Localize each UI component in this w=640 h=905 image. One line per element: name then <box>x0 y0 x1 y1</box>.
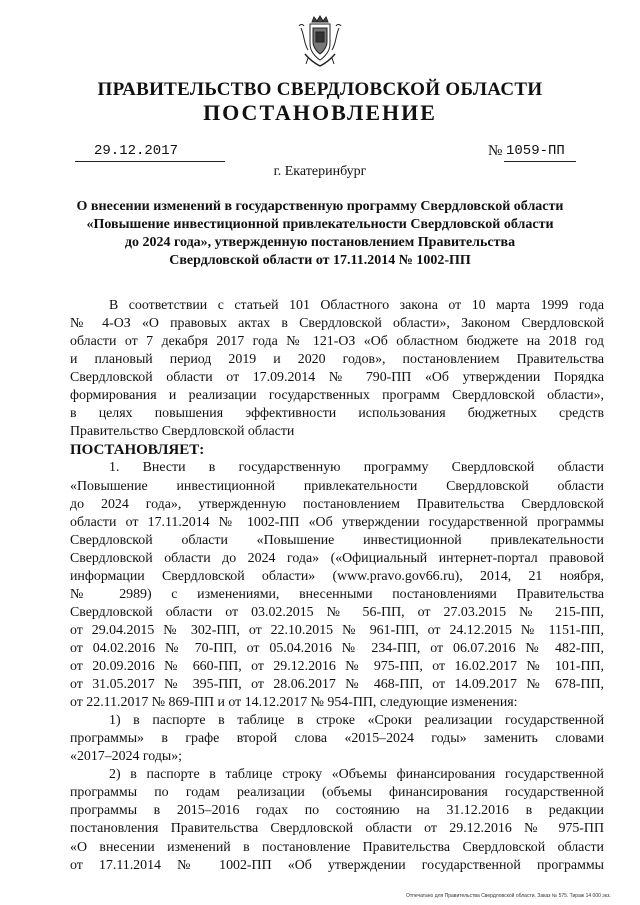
body-line: Правительство Свердловской области <box>70 424 295 440</box>
print-footer-note: Отпечатано для Правительства Свердловской области. Заказ № 575. Тираж 14 000 экз. <box>406 893 611 899</box>
body-line: до 2024 года», утвержденную постановлением Правительства Свердловской <box>70 496 604 512</box>
document-type: ПОСТАНОВЛЕНИЕ <box>203 100 437 125</box>
subject-line: до 2024 года», утвержденную постановлением Правительства <box>124 235 516 250</box>
subject-line: Свердловской области от 17.11.2014 № 1002-ПП <box>169 253 471 268</box>
body-line: формирования и реализации государственных программ Свердловской области», <box>70 388 604 404</box>
body-line: «О внесении изменений в постановление Правительства Свердловской области <box>70 839 604 855</box>
body-line: Свердловской области от 03.02.2015 № 56-ПП, от 27.03.2015 № 215-ПП, <box>70 604 604 620</box>
body-line: от 29.04.2015 № 302-ПП, от 22.10.2015 № 961-ПП, от 24.12.2015 № 1151-ПП, <box>70 622 604 638</box>
body-line: Свердловской области «Повышение инвестиционной привлекательности <box>70 532 604 548</box>
body-line: В соответствии с статьей 101 Областного закона от 10 марта 1999 года <box>109 298 604 313</box>
body-line: области от 17.11.2014 № 1002-ПП «Об утверждении государственной программы <box>70 514 604 530</box>
body-line: постановления Правительства Свердловской области от 29.12.2016 № 975-ПП <box>70 821 604 837</box>
body-line: № 2989) с изменениями, внесенными постановлениями Правительства <box>70 586 604 602</box>
body-line: Свердловской области от 17.09.2014 № 790-ПП «Об утверждении Порядка <box>70 370 604 386</box>
body-line: области от 7 декабря 2017 года № 121-ОЗ «Об областном бюджете на 2018 год <box>70 334 604 350</box>
number-label: № <box>488 143 503 159</box>
resolution-keyword: ПОСТАНОВЛЯЕТ: <box>70 442 205 459</box>
date-underline <box>75 161 225 162</box>
document-subject <box>60 198 580 270</box>
body-line: от 04.02.2016 № 70-ПП, от 05.04.2016 № 234-ПП, от 06.07.2016 № 482-ПП, <box>70 640 604 656</box>
subject-line: «Повышение инвестиционной привлекательности Свердловской области <box>86 217 554 232</box>
document-city: г. Екатеринбург <box>273 164 367 179</box>
body-line: и плановый период 2019 и 2020 годов», постановлением Правительства <box>70 352 604 368</box>
body-line: программы» в графе второй слова «2015–2024 годы» заменить словами <box>70 731 604 747</box>
body-line: программы в 2015–2016 годах по состоянию на 31.12.2016 в редакции <box>70 803 604 819</box>
body-line: от 31.05.2017 № 395-ПП, от 28.06.2017 № 468-ПП, от 14.09.2017 № 678-ПП, <box>70 677 604 693</box>
document-date: 29.12.2017 <box>94 143 179 159</box>
body-line: в целях повышения эффективности использования бюджетных средств <box>70 406 604 422</box>
body-line: от 20.09.2016 № 660-ПП, от 29.12.2016 № 975-ПП, от 16.02.2017 № 101-ПП, <box>70 659 604 674</box>
body-line: 1) в паспорте в таблице в строке «Сроки реализации государственной <box>109 713 604 729</box>
body-line: Свердловской области до 2024 года» («Официальный интернет-портал правовой <box>70 550 604 566</box>
body-line: «2017–2024 годы»; <box>70 749 183 765</box>
body-line: № 4-ОЗ «О правовых актах в Свердловской области», Законом Свердловской <box>70 316 604 332</box>
government-title: ПРАВИТЕЛЬСТВО СВЕРДЛОВСКОЙ ОБЛАСТИ <box>97 79 543 100</box>
body-line: информации Свердловской области» (www.pravo.gov66.ru), 2014, 21 ноября, <box>70 568 604 584</box>
document-number: 1059-ПП <box>506 143 565 159</box>
body-line: от 17.11.2014 № 1002-ПП «Об утверждении государственной программы <box>70 857 604 873</box>
body-line: от 22.11.2017 № 869-ПП и от 14.12.2017 № 954-ПП, следующие изменения: <box>70 695 518 711</box>
subject-line: О внесении изменений в государственную программу Свердловской области <box>76 199 564 214</box>
number-underline <box>504 161 576 162</box>
body-line: 2) в паспорте в таблице строку «Объемы финансирования государственной <box>109 767 604 783</box>
body-line: программы по годам реализации (объемы финансирования государственной <box>70 785 604 801</box>
body-line: «Повышение инвестиционной привлекательности Свердловской области <box>70 478 604 494</box>
coat-of-arms-emblem <box>296 14 344 70</box>
body-line: 1. Внести в государственную программу Свердловской области <box>109 460 604 476</box>
